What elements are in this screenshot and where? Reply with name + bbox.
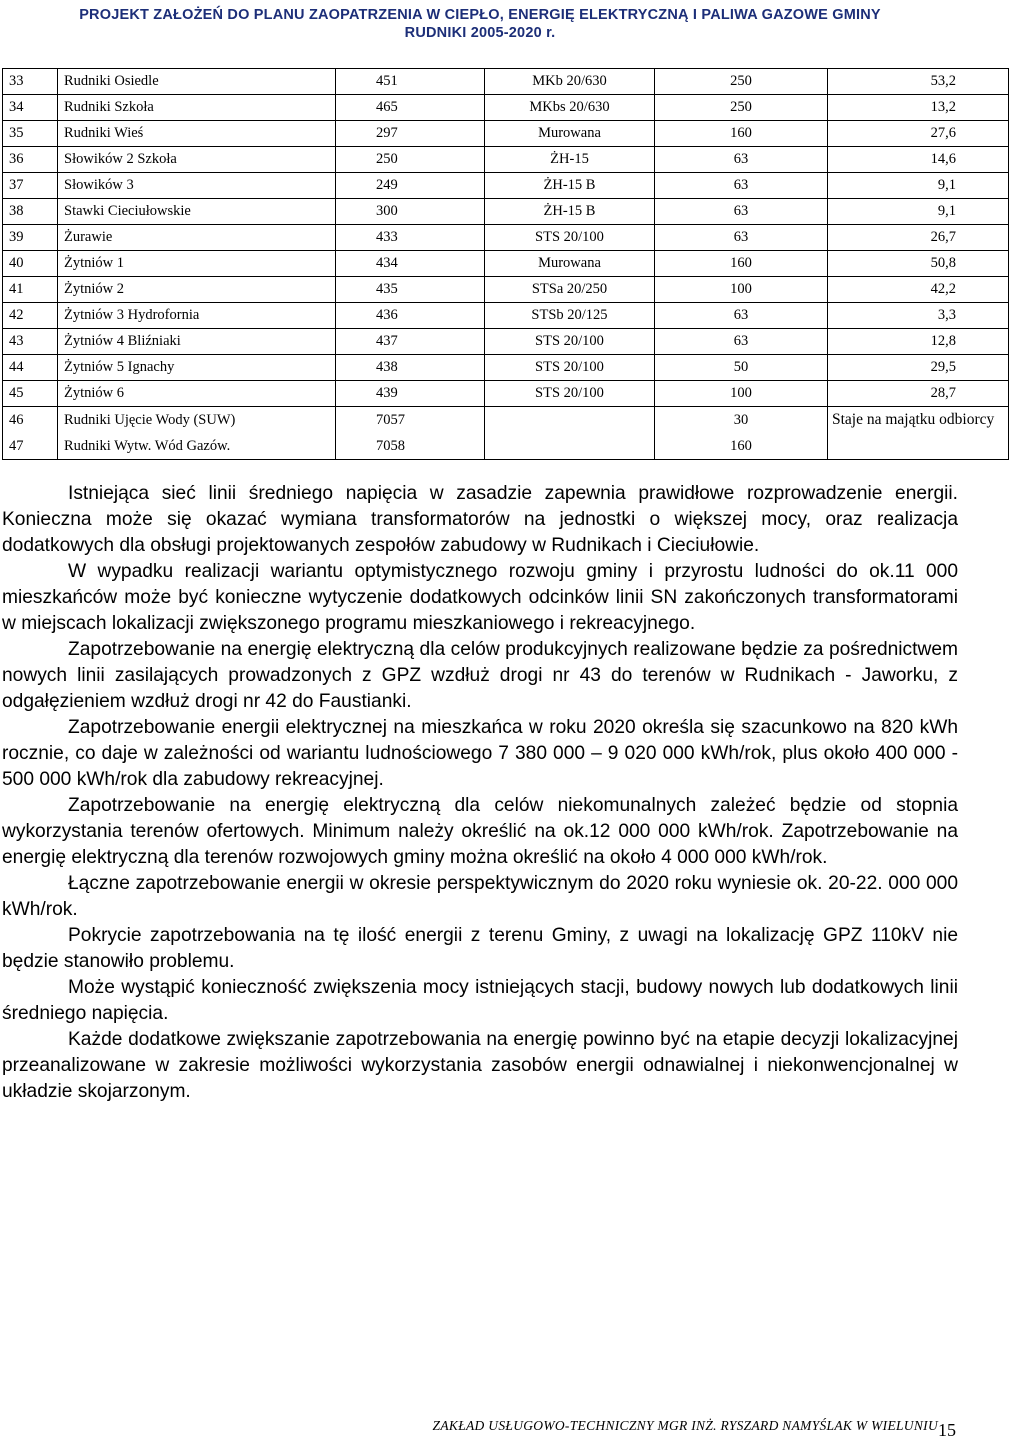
station-power: 63 [655,147,828,173]
station-power: 30 [655,407,828,434]
station-load: 27,6 [828,121,1009,147]
station-number: 437 [336,329,485,355]
station-no: 42 [3,303,58,329]
station-name: Słowików 2 Szkoła [58,147,336,173]
station-type [485,407,655,434]
paragraph: Łączne zapotrzebowanie energii w okresie perspektywicznym do 2020 roku wyniesie ok. 20-22. 000 000 kWh/rok. [2,873,958,920]
paragraph: Zapotrzebowanie na energię elektryczną dla celów niekomunalnych zależeć będzie od stopnia wykorzystania terenów ofertowych. Minimum należy określić na ok.12 000 000 kWh/rok. Zapotrzebowanie na energię elektryczną dla terenów rozwojowych gminy można określić na około 4 000 000 kWh/rok. [2,795,958,868]
station-power: 63 [655,225,828,251]
station-type [485,433,655,460]
station-number: 436 [336,303,485,329]
station-type: STSa 20/250 [485,277,655,303]
station-no: 37 [3,173,58,199]
station-name: Rudniki Wytw. Wód Gazów. [58,433,336,460]
station-type: Murowana [485,251,655,277]
station-number: 465 [336,95,485,121]
station-load: 28,7 [828,381,1009,407]
station-no: 40 [3,251,58,277]
table-row [3,147,1009,173]
station-load: 26,7 [828,225,1009,251]
table-row [3,303,1009,329]
paragraph: Zapotrzebowanie na energię elektryczną dla celów produkcyjnych realizowane będzie za pośrednictwem nowych linii zasilających prowadzonych z GPZ wzdłuż drogi nr 43 do terenów w Rudnikach - Jaworku, z odgałęzieniem wzdłuż drogi nr 42 do Faustianki. [2,639,958,712]
station-type: ŻH-15 B [485,173,655,199]
station-type: MKb 20/630 [485,69,655,95]
paragraph: W wypadku realizacji wariantu optymistycznego rozwoju gminy i przyrostu ludności do ok.11 000 mieszkańców może być konieczne wytyczenie dodatkowych odcinków linii SN zakończonych transformatorami w miejscach lokalizacji zwiększonego programu mieszkaniowego i rekreacyjnego. [2,561,958,634]
station-no: 38 [3,199,58,225]
station-number: 451 [336,69,485,95]
table-row [3,95,1009,121]
station-power: 160 [655,121,828,147]
document-header [0,6,960,42]
station-power: 100 [655,277,828,303]
station-name: Żytniów 5 Ignachy [58,355,336,381]
station-name: Żytniów 4 Bliźniaki [58,329,336,355]
station-power: 250 [655,69,828,95]
header-line-2: RUDNIKI 2005-2020 r. [404,25,556,41]
table-row [3,407,1009,434]
transformer-stations-table [2,68,1009,460]
station-no: 43 [3,329,58,355]
station-load: 14,6 [828,147,1009,173]
station-number: 433 [336,225,485,251]
station-power: 63 [655,199,828,225]
station-number: 439 [336,381,485,407]
station-power: 63 [655,173,828,199]
station-type: ŻH-15 B [485,199,655,225]
station-name: Rudniki Wieś [58,121,336,147]
station-load: 53,2 [828,69,1009,95]
station-type: MKbs 20/630 [485,95,655,121]
table-row [3,277,1009,303]
station-type: STS 20/100 [485,381,655,407]
station-no: 47 [3,433,58,460]
station-name: Rudniki Osiedle [58,69,336,95]
station-type: Murowana [485,121,655,147]
station-type: ŻH-15 [485,147,655,173]
station-load: 3,3 [828,303,1009,329]
footer-company: ZAKŁAD USŁUGOWO-TECHNICZNY MGR INŻ. RYSZARD NAMYŚLAK W WIELUNIU [432,1418,938,1433]
station-no: 35 [3,121,58,147]
station-no: 36 [3,147,58,173]
body-text [2,481,958,1105]
station-number: 297 [336,121,485,147]
station-no: 33 [3,69,58,95]
ownership-note: Staje na majątku odbiorcy [828,407,1009,460]
station-no: 39 [3,225,58,251]
station-load: 12,8 [828,329,1009,355]
station-power: 250 [655,95,828,121]
station-power: 160 [655,251,828,277]
station-power: 160 [655,433,828,460]
paragraph: Zapotrzebowanie energii elektrycznej na mieszkańca w roku 2020 określa się szacunkowo na 820 kWh rocznie, co daje w zależności od wariantu ludnościowego 7 380 000 – 9 020 000 kWh/rok, plus około 400 000 - 500 000 kWh/rok dla zabudowy rekreacyjnej. [2,717,958,790]
station-load: 9,1 [828,199,1009,225]
station-power: 63 [655,303,828,329]
station-name: Słowików 3 [58,173,336,199]
station-no: 45 [3,381,58,407]
station-name: Żurawie [58,225,336,251]
table-row [3,251,1009,277]
header-line-1: PROJEKT ZAŁOŻEŃ DO PLANU ZAOPATRZENIA W CIEPŁO, ENERGIĘ ELEKTRYCZNĄ I PALIWA GAZOWE GMINY [79,7,881,23]
station-name: Żytniów 6 [58,381,336,407]
station-number: 7057 [336,407,485,434]
station-number: 435 [336,277,485,303]
station-name: Żytniów 2 [58,277,336,303]
station-name: Żytniów 3 Hydrofornia [58,303,336,329]
paragraph: Istniejąca sieć linii średniego napięcia w zasadzie zapewnia prawidłowe rozprowadzenie energii. Konieczna może się okazać wymiana transformatorów na jednostki o większej mocy, oraz realizacja dodatkowych dla obsługi projektowanych zespołów zabudowy w Rudnikach i Cieciułowie. [2,483,958,556]
table-row [3,121,1009,147]
station-number: 249 [336,173,485,199]
station-no: 41 [3,277,58,303]
station-load: 42,2 [828,277,1009,303]
table-row [3,381,1009,407]
station-no: 44 [3,355,58,381]
station-number: 300 [336,199,485,225]
station-number: 7058 [336,433,485,460]
station-no: 46 [3,407,58,434]
paragraph: Pokrycie zapotrzebowania na tę ilość energii z terenu Gminy, z uwagi na lokalizację GPZ 110kV nie będzie stanowiło problemu. [2,925,958,972]
table-row [3,199,1009,225]
station-name: Rudniki Ujęcie Wody (SUW) [58,407,336,434]
station-no: 34 [3,95,58,121]
station-type: STS 20/100 [485,329,655,355]
station-number: 250 [336,147,485,173]
station-number: 434 [336,251,485,277]
station-load: 50,8 [828,251,1009,277]
table-row [3,329,1009,355]
station-name: Stawki Cieciułowskie [58,199,336,225]
table-row [3,69,1009,95]
station-name: Rudniki Szkoła [58,95,336,121]
paragraph: Każde dodatkowe zwiększanie zapotrzebowania na energię powinno być na etapie decyzji lokalizacyjnej przeanalizowane w zakresie możliwości wykorzystania zasobów energii odnawialnej i niekonwencjonalnej w układzie skojarzonym. [2,1029,958,1102]
station-load: 9,1 [828,173,1009,199]
station-name: Żytniów 1 [58,251,336,277]
paragraph: Może wystąpić konieczność zwiększenia mocy istniejących stacji, budowy nowych lub dodatkowych linii średniego napięcia. [2,977,958,1024]
table-row [3,173,1009,199]
station-type: STSb 20/125 [485,303,655,329]
table-row [3,225,1009,251]
table-row [3,355,1009,381]
station-number: 438 [336,355,485,381]
station-power: 63 [655,329,828,355]
station-load: 29,5 [828,355,1009,381]
station-power: 100 [655,381,828,407]
station-type: STS 20/100 [485,355,655,381]
station-load: 13,2 [828,95,1009,121]
station-power: 50 [655,355,828,381]
station-type: STS 20/100 [485,225,655,251]
page-number: 15 [938,1420,956,1440]
